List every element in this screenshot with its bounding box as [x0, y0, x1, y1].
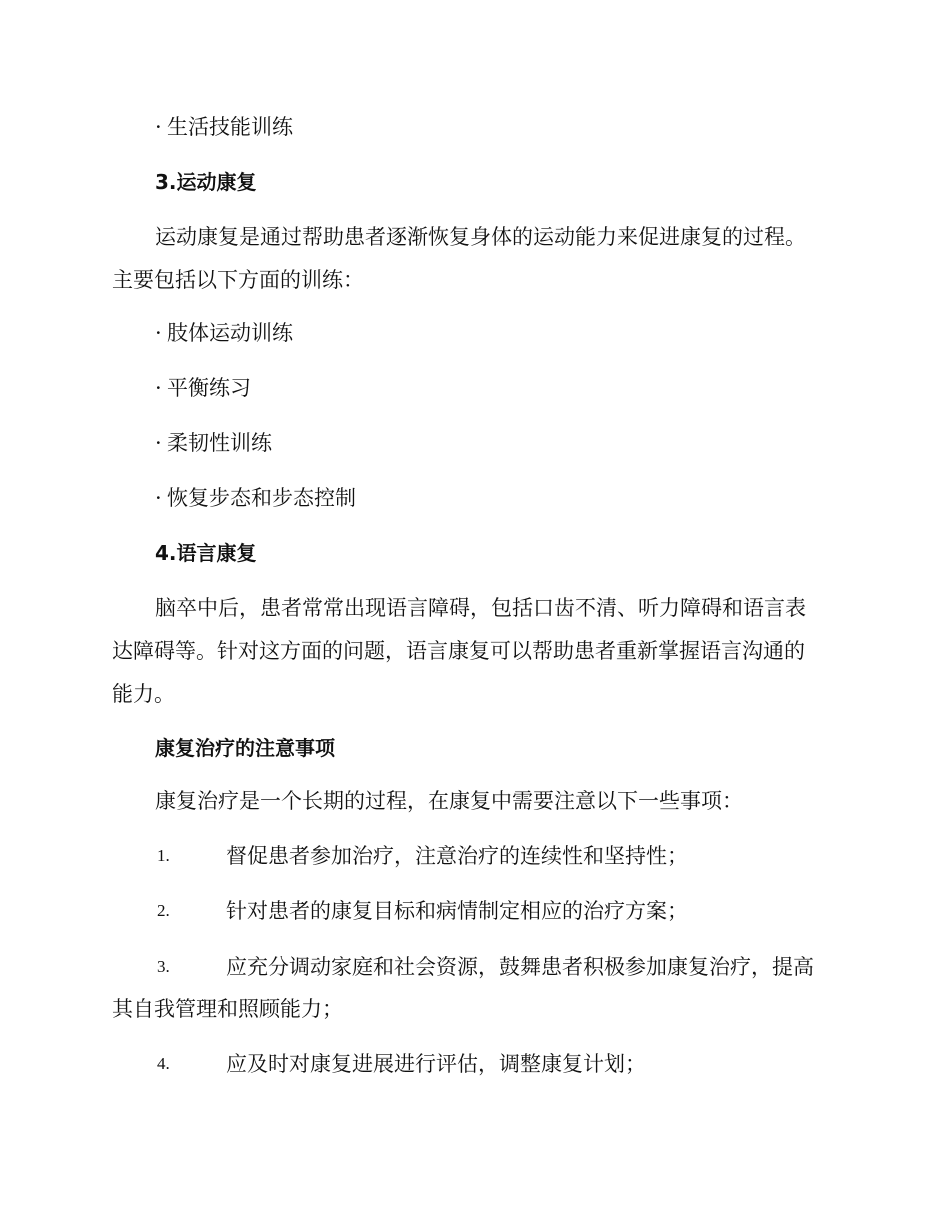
paragraph-line: 达障碍等。针对这方面的问题，语言康复可以帮助患者重新掌握语言沟通的 — [112, 639, 805, 663]
bullet-text: 恢复步态和步态控制 — [167, 486, 356, 510]
numbered-item-continuation: 其自我管理和照顾能力； — [112, 997, 343, 1021]
bullet-text: 肢体运动训练 — [167, 321, 293, 345]
bullet-dot: · — [155, 376, 162, 400]
bullet-dot: · — [155, 321, 162, 345]
list-number: 3. — [157, 957, 170, 976]
list-item — [155, 428, 272, 458]
list-item — [155, 373, 251, 403]
section-heading: 康复治疗的注意事项 — [155, 736, 335, 760]
bullet-text: 柔韧性训练 — [167, 431, 272, 455]
paragraph-line: 能力。 — [112, 682, 175, 706]
bullet-text: 平衡练习 — [167, 376, 251, 400]
list-item — [155, 318, 293, 348]
bullet-dot: · — [155, 115, 162, 139]
section-heading: 4.语言康复 — [155, 541, 257, 565]
paragraph-line: 康复治疗是一个长期的过程，在康复中需要注意以下一些事项： — [155, 789, 743, 813]
list-number: 2. — [157, 901, 170, 920]
paragraph-line: 主要包括以下方面的训练： — [112, 268, 364, 292]
numbered-item-text: 应充分调动家庭和社会资源，鼓舞患者积极参加康复治疗，提高 — [226, 955, 814, 979]
list-number: 4. — [157, 1054, 170, 1073]
list-item — [155, 112, 293, 142]
bullet-text: 生活技能训练 — [167, 115, 293, 139]
numbered-item-text: 应及时对康复进展进行评估，调整康复计划； — [226, 1052, 646, 1076]
bullet-dot: · — [155, 486, 162, 510]
paragraph-line: 脑卒中后，患者常常出现语言障碍，包括口齿不清、听力障碍和语言表 — [155, 596, 806, 620]
list-number: 1. — [157, 846, 170, 865]
numbered-item-text: 督促患者参加治疗，注意治疗的连续性和坚持性； — [226, 844, 688, 868]
numbered-item-text: 针对患者的康复目标和病情制定相应的治疗方案； — [226, 899, 688, 923]
list-item — [155, 483, 356, 513]
paragraph-line: 运动康复是通过帮助患者逐渐恢复身体的运动能力来促进康复的过程。 — [155, 225, 806, 249]
section-heading: 3.运动康复 — [155, 170, 257, 194]
bullet-dot: · — [155, 431, 162, 455]
